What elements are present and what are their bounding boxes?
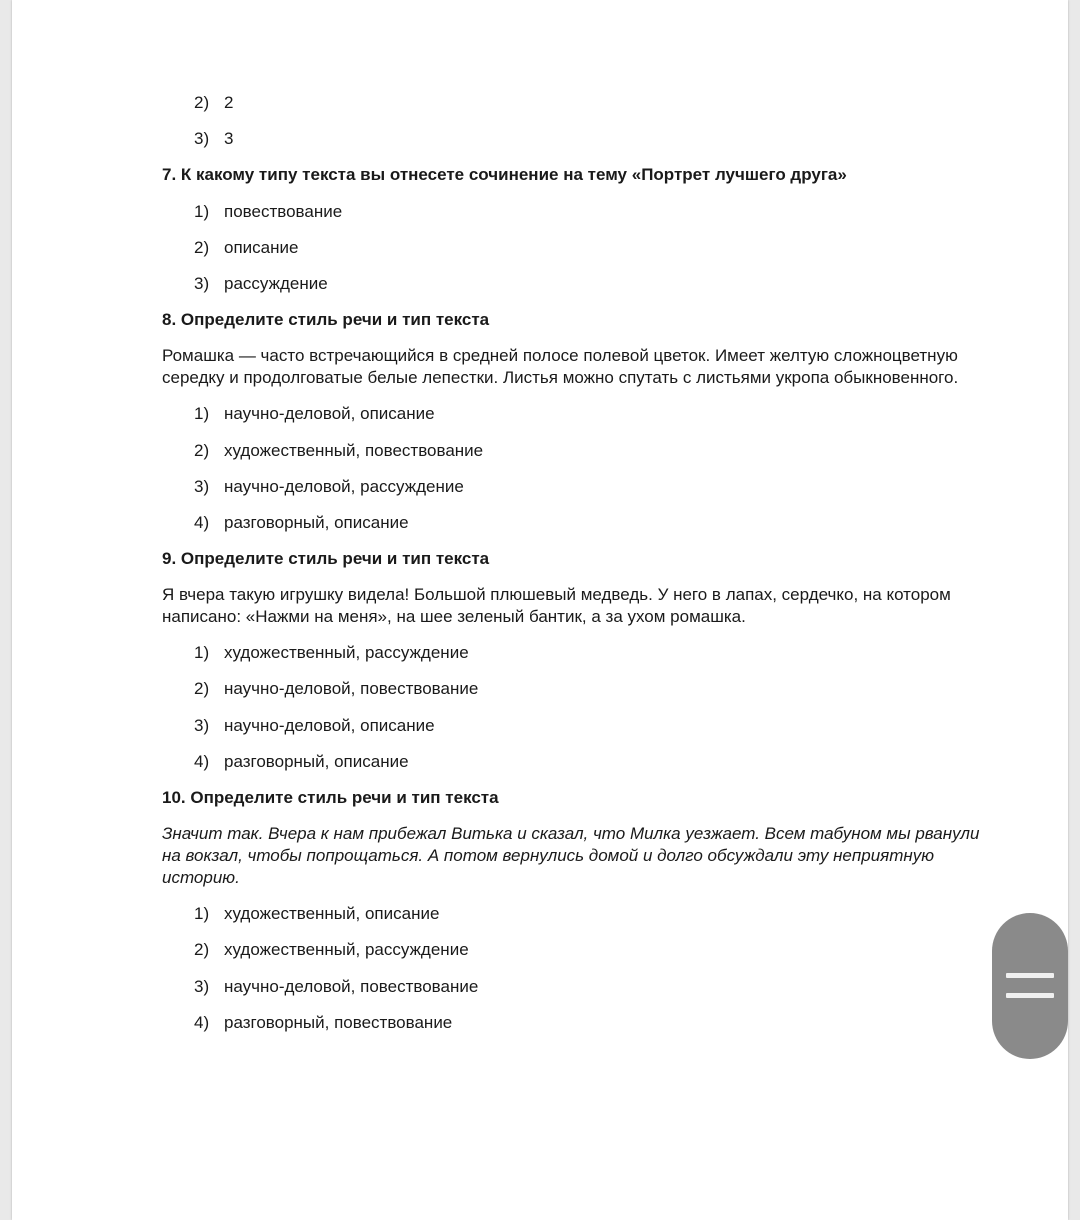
option-text: научно-деловой, описание	[224, 715, 435, 735]
option-number: 2)	[194, 93, 210, 112]
option-number: 1)	[194, 404, 210, 424]
option-number: 4)	[194, 512, 210, 532]
option-number: 3)	[194, 715, 210, 735]
option-number: 1)	[194, 904, 210, 924]
option-item	[162, 715, 1022, 737]
scroll-handle[interactable]	[992, 913, 1068, 1059]
question-8-text: Ромашка — часто встречающийся в средней полосе полевой цветок. Имеет желтую сложноцветную середку и продолговатые белые лепестки. Листья можно спутать с листьями укропа обыкновенного.	[162, 346, 959, 388]
option-text: разговорный, описание	[224, 751, 409, 771]
document-content	[162, 92, 1022, 1048]
option-number: 1)	[194, 201, 210, 221]
document-page	[12, 0, 1068, 1220]
option-item	[162, 476, 1022, 498]
option-text: художественный, рассуждение	[224, 940, 469, 960]
option-text: научно-деловой, описание	[224, 404, 435, 424]
option-text: 3	[224, 129, 234, 149]
question-7-title: 7. К какому типу текста вы отнесете сочинение на тему «Портрет лучшего друга»	[162, 165, 847, 185]
option-item	[162, 512, 1022, 534]
option-number: 3)	[194, 129, 210, 149]
option-text: описание	[224, 237, 299, 257]
question-9-text: Я вчера такую игрушку видела! Большой плюшевый медведь. У него в лапах, сердечко, на котором написано: «Нажми на меня», на шее зеленый бантик, а за ухом ромашка.	[162, 585, 951, 627]
question-10-title: 10. Определите стиль речи и тип текста	[162, 788, 499, 807]
option-text: художественный, рассуждение	[224, 643, 469, 663]
option-item	[162, 1012, 1022, 1034]
option-text: 2	[224, 93, 234, 112]
option-item	[162, 939, 1022, 961]
option-item	[162, 976, 1022, 998]
option-number: 1)	[194, 643, 210, 663]
option-text: разговорный, повествование	[224, 1012, 453, 1032]
option-number: 3)	[194, 273, 210, 293]
option-item	[162, 440, 1022, 462]
option-item	[162, 273, 1022, 295]
option-number: 2)	[194, 440, 210, 460]
question-9-title: 9. Определите стиль речи и тип текста	[162, 549, 490, 569]
option-number: 4)	[194, 751, 210, 771]
option-text: научно-деловой, повествование	[224, 976, 479, 996]
option-text: повествование	[224, 201, 343, 221]
option-text: научно-деловой, повествование	[224, 679, 479, 699]
option-number: 4)	[194, 1012, 210, 1032]
option-number: 2)	[194, 679, 210, 699]
option-item	[162, 678, 1022, 700]
option-number: 2)	[194, 940, 210, 960]
drag-handle-icon	[1006, 973, 1054, 978]
option-text: научно-деловой, рассуждение	[224, 476, 464, 496]
option-text: художественный, описание	[224, 904, 440, 924]
question-10-text: Значит так. Вчера к нам прибежал Витька и сказал, что Милка уезжает. Всем табуном мы рванули на вокзал, чтобы попрощаться. А потом вернулись домой и долго обсуждали эту неприятную историю.	[162, 824, 980, 888]
option-item	[162, 201, 1022, 223]
question-8-title: 8. Определите стиль речи и тип текста	[162, 310, 490, 330]
option-item	[162, 92, 1022, 114]
option-number: 2)	[194, 237, 210, 257]
option-item	[162, 128, 1022, 150]
option-item	[162, 751, 1022, 773]
option-text: разговорный, описание	[224, 512, 409, 532]
option-item	[162, 903, 1022, 925]
option-item	[162, 642, 1022, 664]
option-text: художественный, повествование	[224, 440, 484, 460]
option-text: рассуждение	[224, 273, 328, 293]
drag-handle-icon	[1006, 993, 1054, 998]
option-item	[162, 403, 1022, 425]
option-number: 3)	[194, 476, 210, 496]
option-number: 3)	[194, 976, 210, 996]
option-item	[162, 237, 1022, 259]
